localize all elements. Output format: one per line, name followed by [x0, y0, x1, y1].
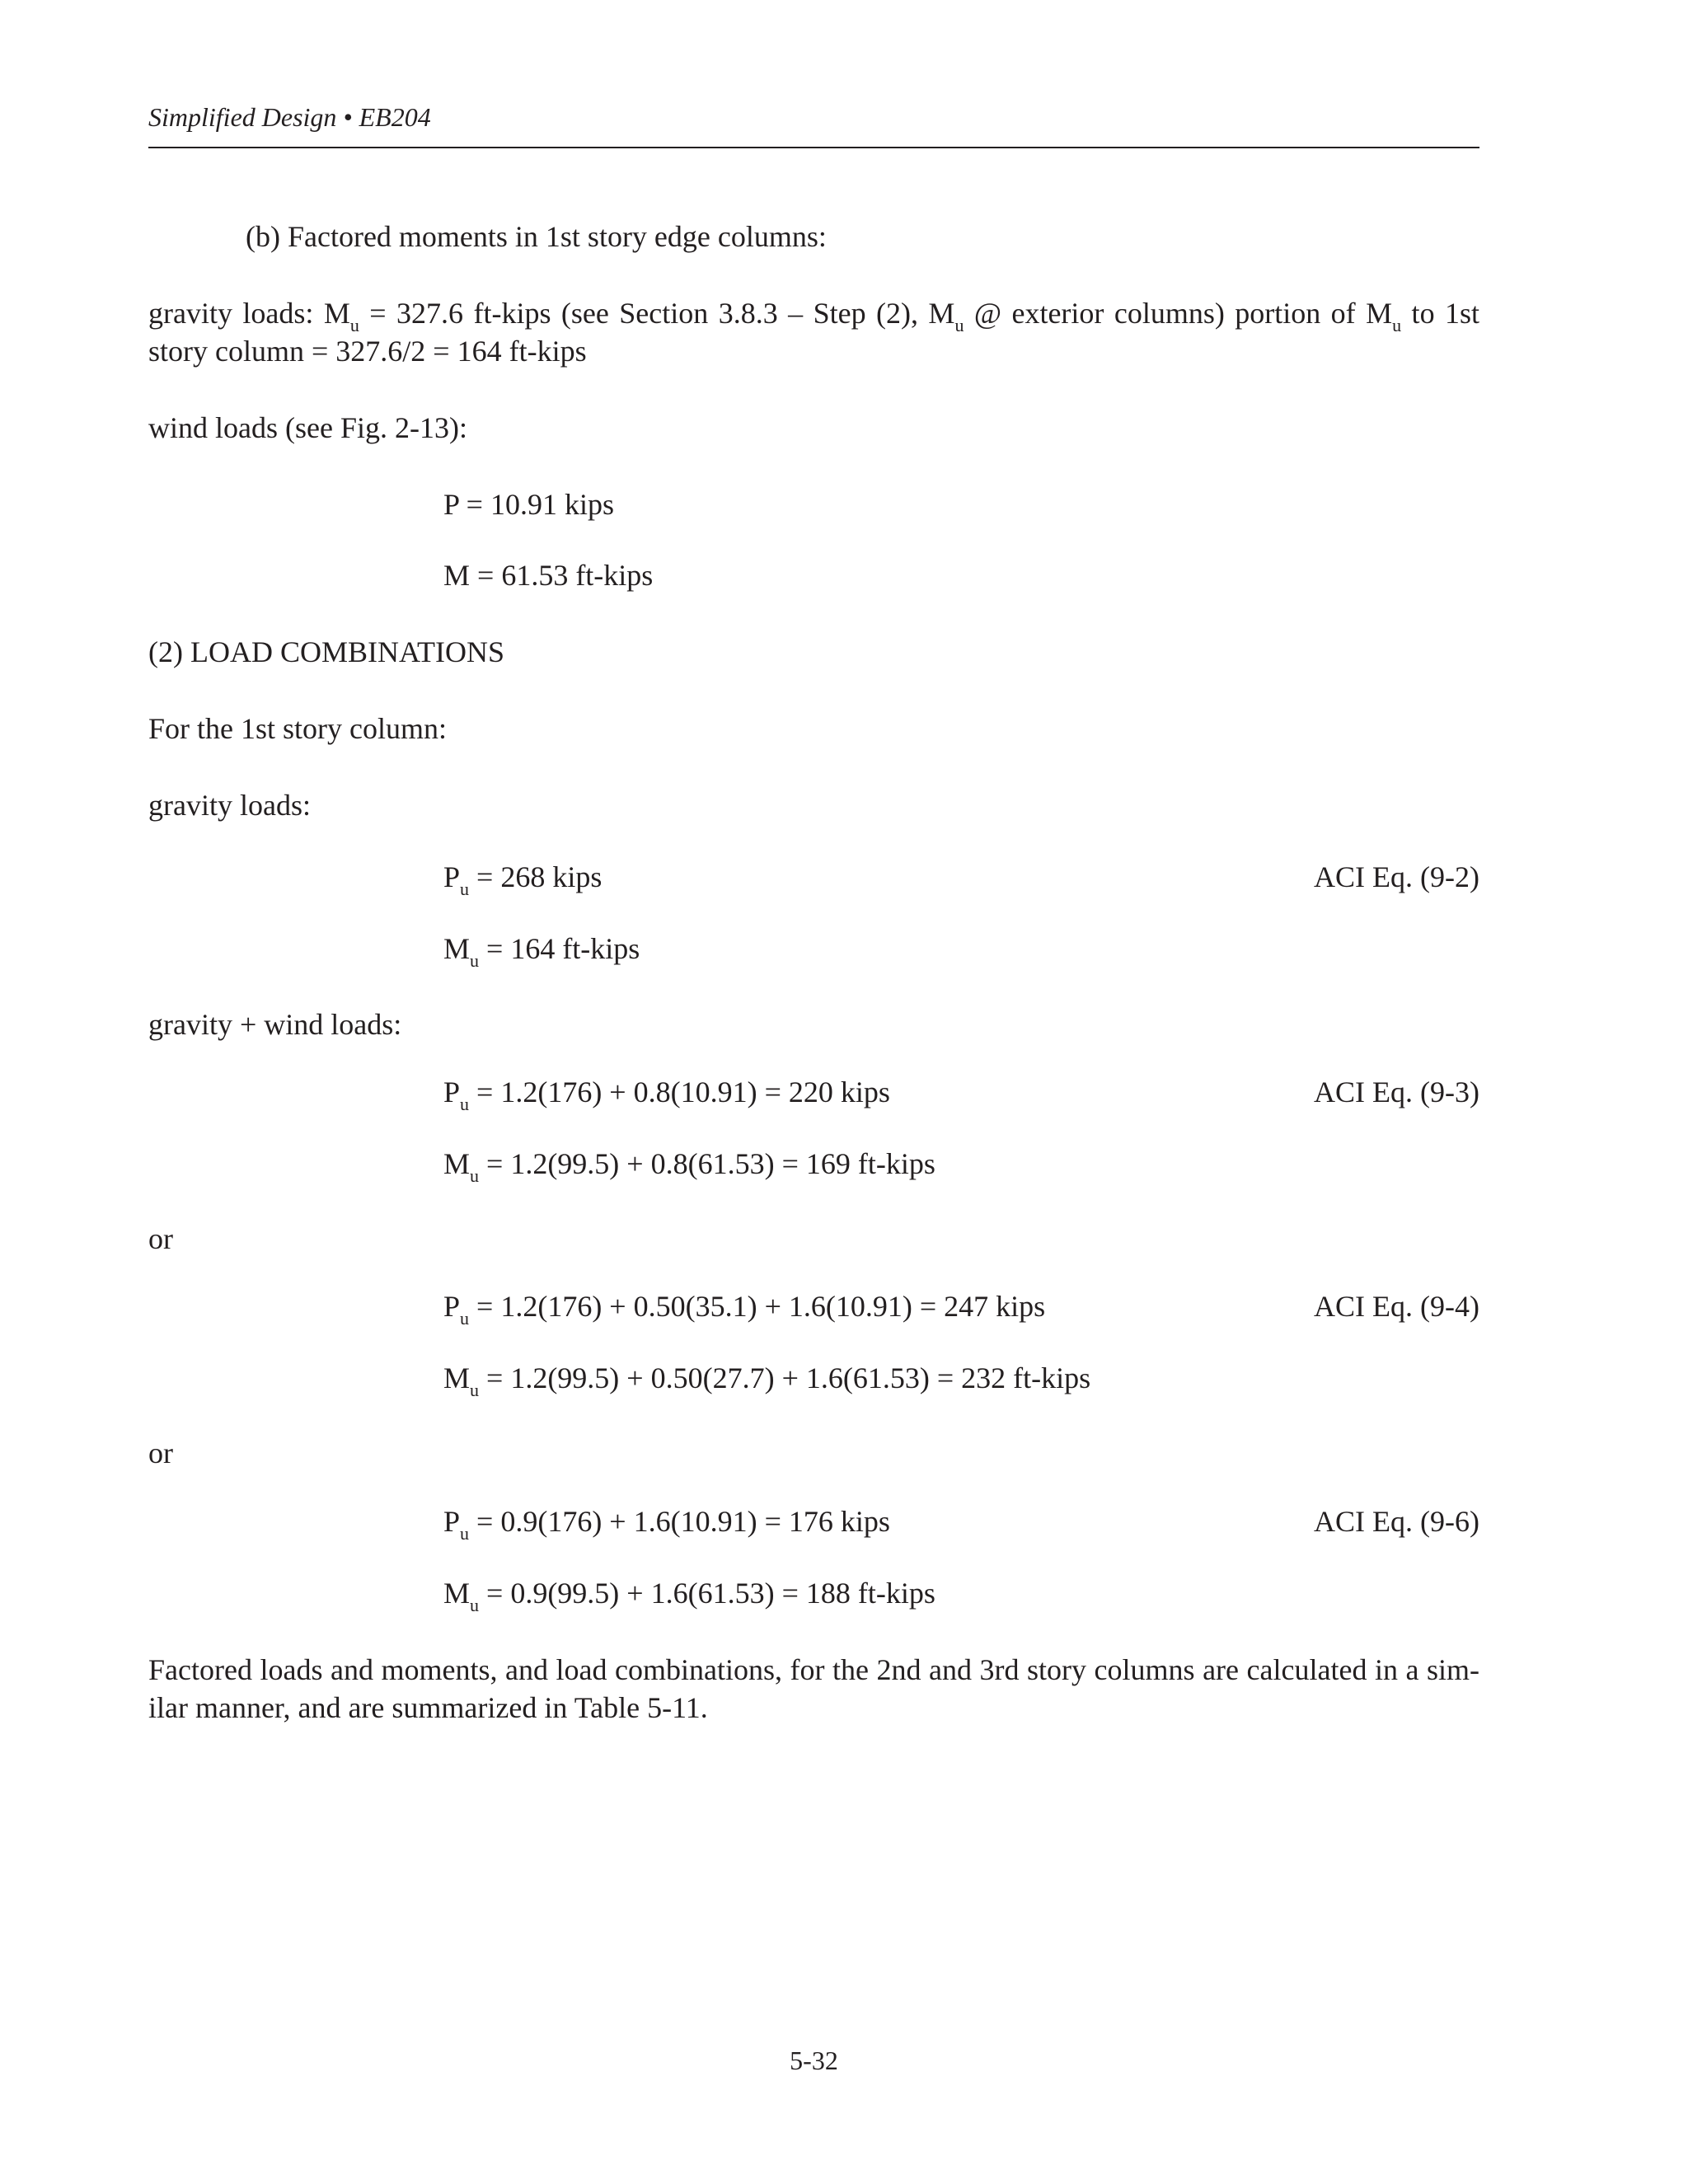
wind-p-equation: P = 10.91 kips: [443, 488, 614, 521]
summary-paragraph: Factored loads and moments, and load combinations, for the 2nd and 3rd story columns are calculated in a sim-ilar manner, and are summarized in Table 5-11.: [148, 1653, 1479, 1724]
pu-var: P: [443, 1290, 461, 1323]
pu-var: P: [443, 860, 461, 893]
header-rule: [148, 147, 1479, 148]
mu-equation-9-2: [443, 930, 640, 971]
pu-expression: = 268 kips: [469, 860, 603, 893]
aci-eq-ref-9-6: ACI Eq. (9-6): [1314, 1505, 1479, 1538]
mu-equation-9-3: [443, 1145, 935, 1186]
gravity-text-2: = 327.6 ft-kips (see Section 3.8.3 – Step (2), M: [359, 297, 955, 330]
pu-expression: = 1.2(176) + 0.8(10.91) = 220 kips: [469, 1076, 890, 1108]
subscript: u: [460, 1308, 470, 1329]
page-number: 5-32: [790, 2046, 838, 2075]
pu-expression: = 1.2(176) + 0.50(35.1) + 1.6(10.91) = 247 kips: [469, 1290, 1046, 1323]
running-header: Simplified Design • EB204: [148, 102, 431, 132]
pu-var: P: [443, 1505, 461, 1538]
or-label: or: [148, 1222, 173, 1255]
pu-equation-9-6: [443, 1502, 890, 1544]
gravity-text-4: to 1st story column = 327.6/2 = 164 ft-kips: [148, 297, 1480, 368]
subscript: u: [1392, 315, 1402, 335]
mu-var: M: [443, 1361, 471, 1394]
subscript: u: [470, 1165, 480, 1186]
subscript: u: [460, 1523, 470, 1544]
gravity-loads-paragraph: [148, 294, 1479, 370]
pu-equation-9-4: [443, 1287, 1046, 1329]
aci-eq-ref-9-4: ACI Eq. (9-4): [1314, 1290, 1479, 1323]
subscript: u: [470, 1380, 480, 1400]
aci-eq-ref-9-2: ACI Eq. (9-2): [1314, 860, 1479, 893]
subscript: u: [460, 1094, 470, 1114]
gravity-text-1: gravity loads: M: [148, 297, 350, 330]
mu-expression: = 1.2(99.5) + 0.50(27.7) + 1.6(61.53) = 232 ft-kips: [479, 1361, 1091, 1394]
mu-equation-9-6: [443, 1574, 935, 1615]
pu-expression: = 0.9(176) + 1.6(10.91) = 176 kips: [469, 1505, 890, 1538]
section-b-heading: (b) Factored moments in 1st story edge columns:: [246, 220, 827, 253]
subscript: u: [470, 1595, 480, 1615]
mu-expression: = 1.2(99.5) + 0.8(61.53) = 169 ft-kips: [479, 1147, 935, 1180]
wind-m-equation: M = 61.53 ft-kips: [443, 559, 654, 592]
pu-equation-9-2: [443, 858, 603, 899]
mu-equation-9-4: [443, 1359, 1091, 1400]
mu-var: M: [443, 1577, 471, 1610]
pu-var: P: [443, 1076, 461, 1108]
mu-expression: = 0.9(99.5) + 1.6(61.53) = 188 ft-kips: [479, 1577, 935, 1610]
mu-expression: = 164 ft-kips: [479, 932, 640, 965]
load-combinations-heading: (2) LOAD COMBINATIONS: [148, 635, 504, 668]
subscript: u: [954, 315, 964, 335]
subscript: u: [349, 315, 359, 335]
subscript: u: [460, 879, 470, 899]
pu-equation-9-3: [443, 1073, 890, 1114]
mu-var: M: [443, 932, 471, 965]
wind-loads-label: wind loads (see Fig. 2-13):: [148, 411, 467, 444]
or-label: or: [148, 1436, 173, 1469]
gravity-wind-label: gravity + wind loads:: [148, 1008, 402, 1041]
gravity-loads-label: gravity loads:: [148, 789, 311, 822]
subscript: u: [470, 950, 480, 971]
first-story-intro: For the 1st story column:: [148, 712, 447, 745]
aci-eq-ref-9-3: ACI Eq. (9-3): [1314, 1076, 1479, 1108]
gravity-text-3: @ exterior columns) portion of M: [964, 297, 1393, 330]
mu-var: M: [443, 1147, 471, 1180]
